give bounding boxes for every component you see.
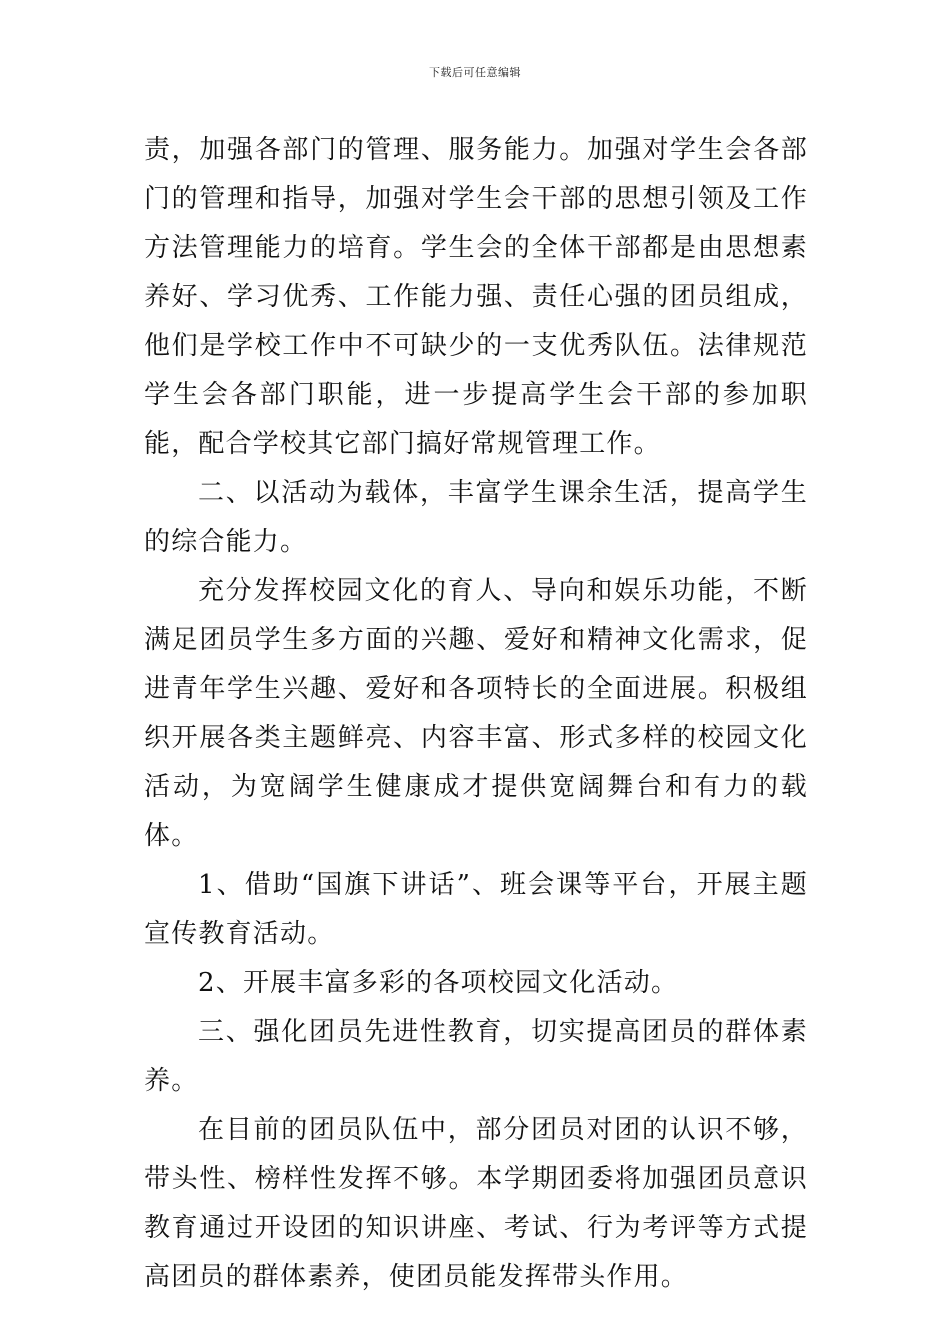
- list-item-2: 2、开展丰富多彩的各项校园文化活动。: [198, 968, 679, 998]
- paragraph-continuation: 责，加强各部门的管理、服务能力。加强对学生会各部门的管理和指导，加强对学生会干部的思想引领及工作方法管理能力的培育。学生会的全体干部都是由思想素养好、学习优秀、工作能力强、责任心强的团员组成，他们是学校工作中不可缺少的一支优秀队伍。法律规范学生会各部门职能，进一步提高学生会干部的参加职能，配合学校其它部门搞好常规管理工作。: [144, 135, 808, 459]
- paragraph-culture: 充分发挥校园文化的育人、导向和娱乐功能，不断满足团员学生多方面的兴趣、爱好和精神文化需求，促进青年学生兴趣、爱好和各项特长的全面进展。积极组织开展各类主题鲜亮、内容丰富、形式多样的校园文化活动，为宽阔学生健康成才提供宽阔舞台和有力的载体。: [144, 576, 808, 851]
- list-item-1: 1、借助“国旗下讲话”、班会课等平台，开展主题宣传教育活动。: [144, 870, 808, 949]
- section-heading-2: 二、以活动为载体，丰富学生课余生活，提高学生的综合能力。: [144, 478, 808, 557]
- page-header: 下载后可任意编辑: [429, 66, 521, 79]
- document-body: [144, 126, 808, 1302]
- section-heading-3: 三、强化团员先进性教育，切实提高团员的群体素养。: [144, 1017, 808, 1096]
- paragraph-members: 在目前的团员队伍中，部分团员对团的认识不够，带头性、榜样性发挥不够。本学期团委将加强团员意识教育通过开设团的知识讲座、考试、行为考评等方式提高团员的群体素养，使团员能发挥带头作用。: [144, 1115, 808, 1292]
